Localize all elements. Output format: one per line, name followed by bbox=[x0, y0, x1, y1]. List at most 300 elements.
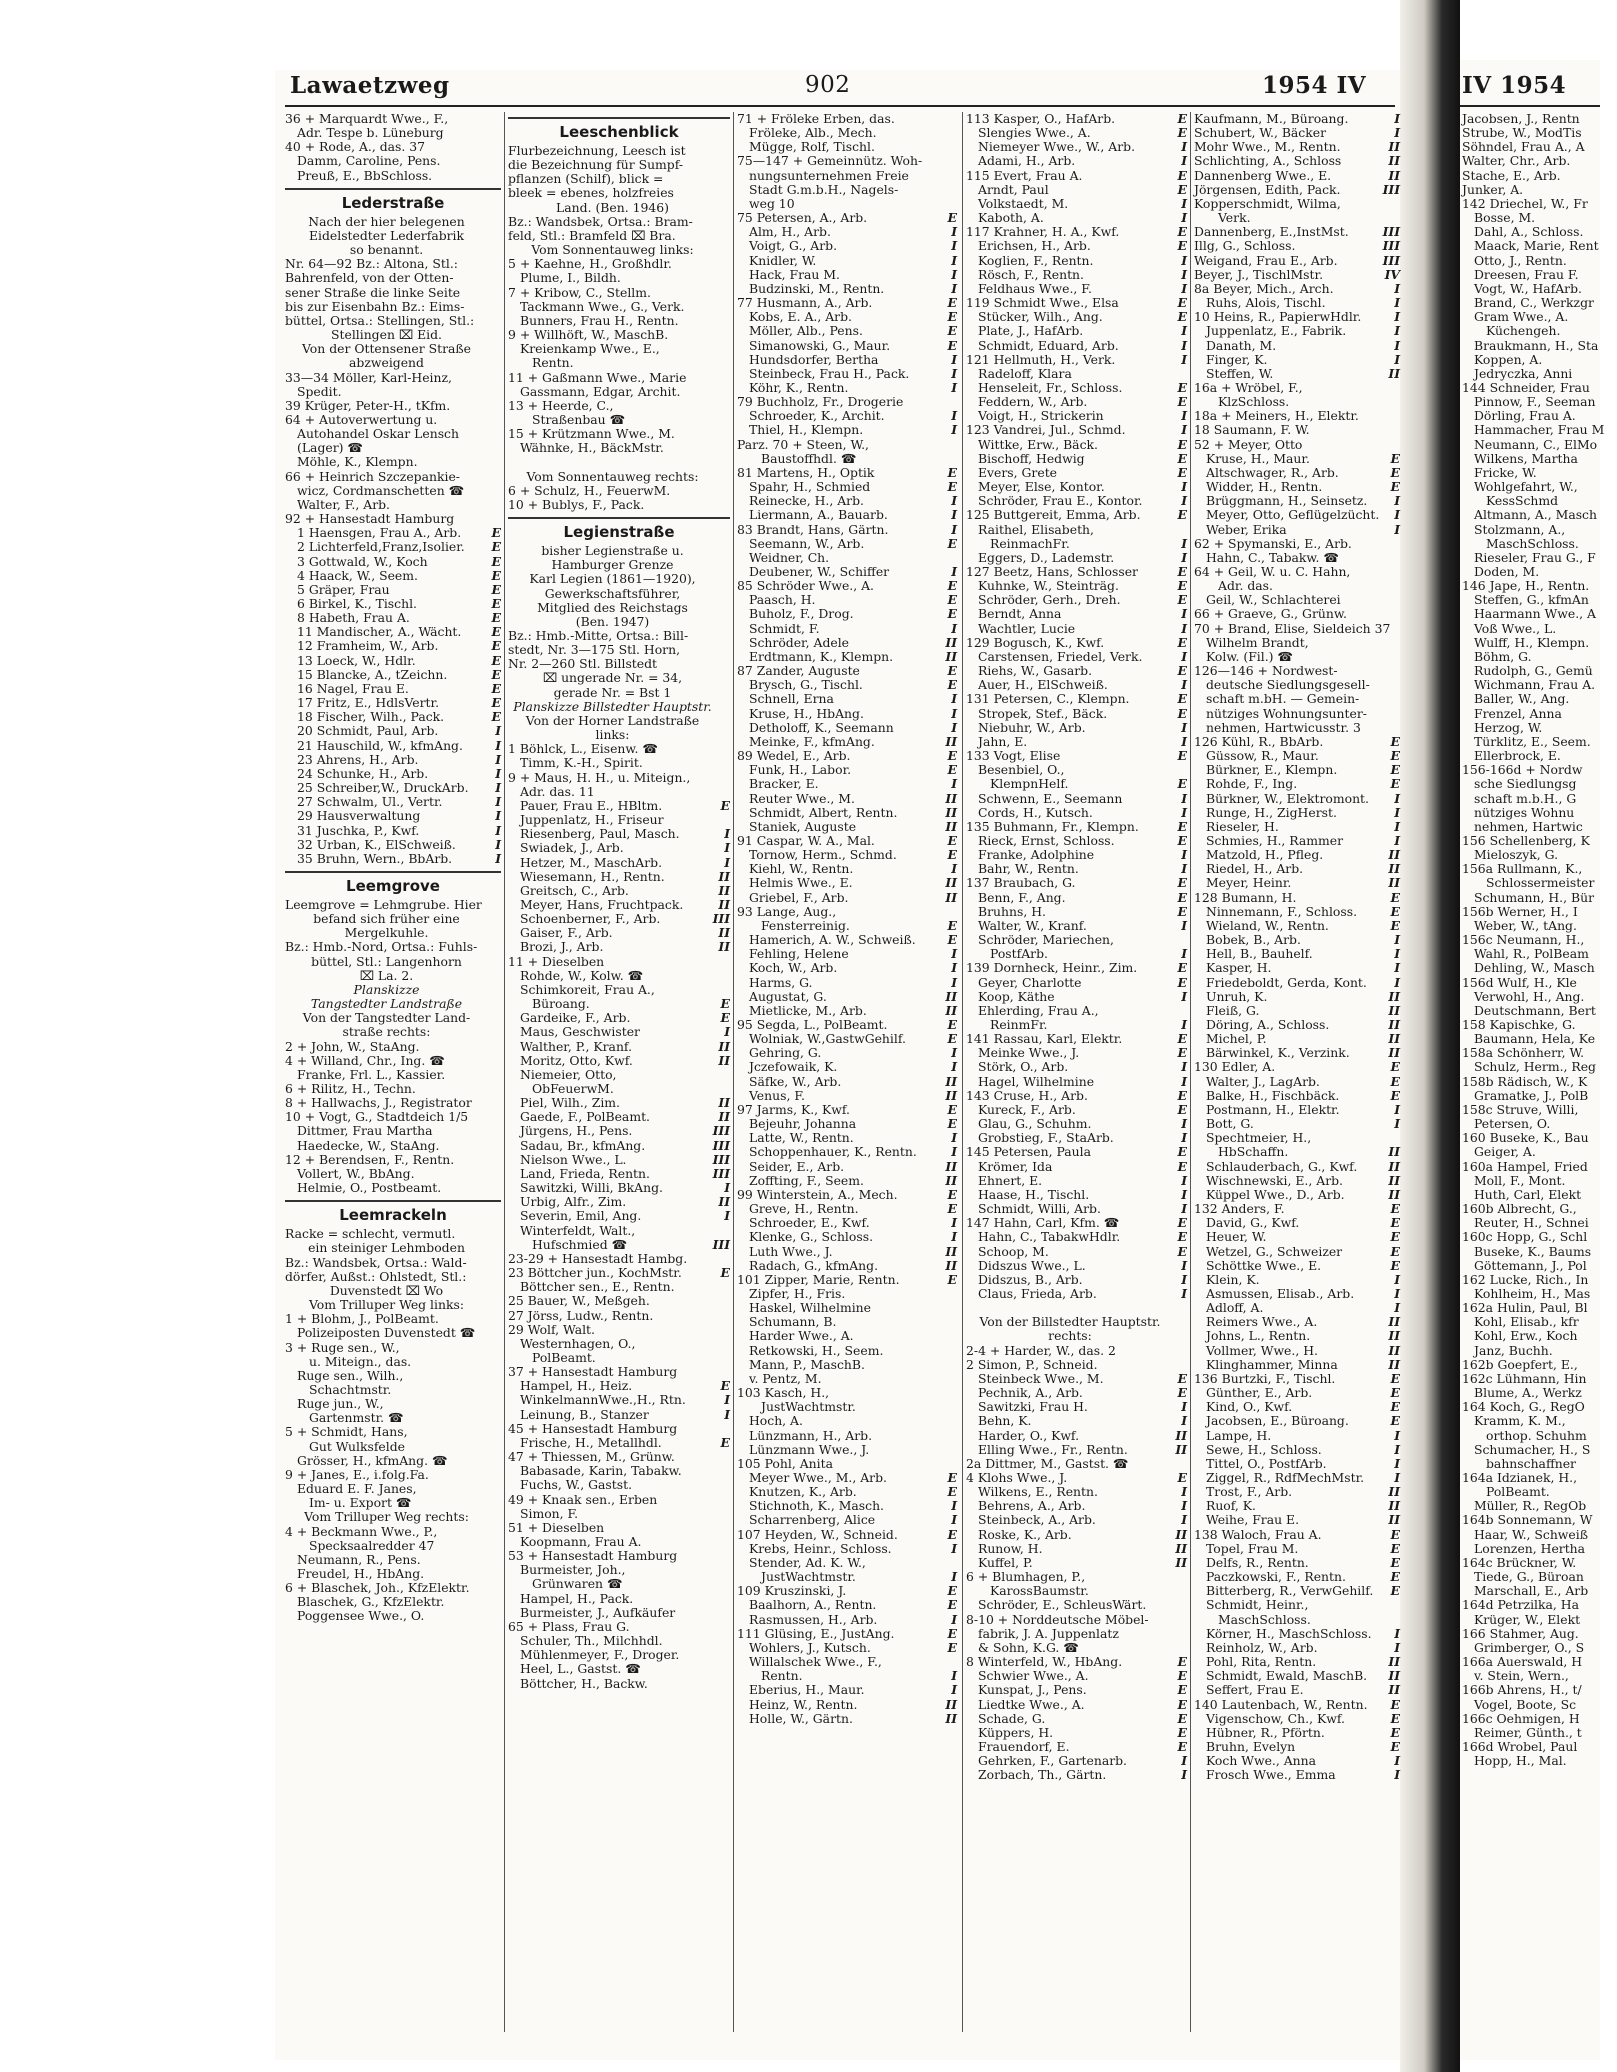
floor-marker bbox=[488, 215, 501, 229]
directory-entry bbox=[508, 657, 730, 671]
directory-entry bbox=[966, 381, 1187, 395]
directory-entry bbox=[966, 1499, 1187, 1513]
entry-text: 166 Stahmer, Aug. bbox=[1462, 1625, 1579, 1641]
floor-marker bbox=[717, 629, 730, 643]
floor-marker: III bbox=[1382, 224, 1400, 240]
floor-marker: III bbox=[712, 1137, 730, 1153]
entry-text: Brüggmann, H., Seinsetz. bbox=[1206, 493, 1368, 509]
entry-text: 113 Kasper, O., HafArb. bbox=[966, 111, 1116, 126]
floor-marker bbox=[717, 385, 730, 399]
floor-marker: II bbox=[1388, 1186, 1400, 1202]
entry-text: Nr. 64—92 Bz.: Altona, Stl.: bbox=[285, 256, 458, 272]
entry-text: bis zur Eisenbahn Bz.: Eims- bbox=[285, 298, 465, 314]
floor-marker bbox=[1589, 1018, 1602, 1032]
entry-text: Wieland, W., Rentn. bbox=[1206, 917, 1329, 933]
directory-entry bbox=[1462, 537, 1602, 551]
floor-marker bbox=[488, 1609, 501, 1623]
entry-text: Koglien, F., Rentn. bbox=[978, 252, 1094, 268]
entry-text: Staniek, Auguste bbox=[749, 818, 857, 834]
floor-marker: I bbox=[495, 850, 501, 866]
floor-marker: I bbox=[1181, 1484, 1187, 1500]
entry-text: HbSchaffn. bbox=[1218, 1144, 1289, 1160]
entry-text: Sawitzki, Frau H. bbox=[978, 1399, 1088, 1415]
directory-entry bbox=[966, 508, 1187, 522]
floor-marker bbox=[1595, 1032, 1608, 1046]
directory-entry bbox=[1462, 1584, 1602, 1598]
directory-entry bbox=[285, 1139, 501, 1153]
floor-marker bbox=[717, 601, 730, 615]
floor-marker bbox=[717, 742, 730, 756]
entry-text: Dannenberg, E.,InstMst. bbox=[1194, 224, 1349, 240]
directory-entry bbox=[1194, 140, 1400, 154]
floor-marker bbox=[1589, 367, 1602, 381]
floor-marker: E bbox=[1390, 1243, 1400, 1259]
directory-entry bbox=[737, 862, 957, 876]
entry-text: Radeloff, Klara bbox=[978, 365, 1072, 381]
floor-marker: I bbox=[951, 946, 957, 962]
entry-text: Autohandel Oskar Lensch bbox=[297, 426, 459, 442]
entry-text: Planskizze Billstedter Hauptstr. bbox=[513, 698, 712, 714]
floor-marker: E bbox=[1390, 1526, 1400, 1542]
directory-entry bbox=[966, 1414, 1187, 1428]
floor-marker bbox=[488, 154, 501, 168]
entry-text: 143 Cruse, H., Arb. bbox=[966, 1087, 1088, 1103]
entry-text: 32 Urban, K., ElSchweiß. bbox=[297, 836, 456, 852]
directory-entry bbox=[285, 1397, 501, 1411]
entry-text: Dreesen, Frau F. bbox=[1474, 266, 1579, 282]
floor-marker: I bbox=[1181, 1498, 1187, 1514]
directory-entry bbox=[508, 771, 730, 785]
entry-text: Hampel, H., Heiz. bbox=[520, 1378, 633, 1394]
directory-entry bbox=[1462, 707, 1602, 721]
entry-text: 12 Framheim, W., Arb. bbox=[297, 638, 439, 654]
directory-entry bbox=[737, 1160, 957, 1174]
directory-entry bbox=[1462, 1103, 1602, 1117]
directory-entry bbox=[737, 777, 957, 791]
entry-text: Ehnert, E. bbox=[978, 1172, 1043, 1188]
floor-marker: II bbox=[1388, 1682, 1400, 1698]
entry-text: Tornow, Herm., Schmd. bbox=[749, 847, 897, 863]
floor-marker: I bbox=[951, 280, 957, 296]
entry-text: Altmann, A., Masch bbox=[1474, 507, 1597, 523]
entry-text: gerade Nr. = Bst 1 bbox=[553, 684, 672, 700]
directory-entry bbox=[966, 1528, 1187, 1542]
floor-marker bbox=[944, 1287, 957, 1301]
floor-marker bbox=[1589, 1188, 1602, 1202]
directory-entry bbox=[508, 1648, 730, 1662]
entry-text: 132 Anders, F. bbox=[1194, 1201, 1285, 1217]
floor-marker bbox=[1174, 763, 1187, 777]
entry-text: Hoch, A. bbox=[749, 1413, 803, 1429]
floor-marker: E bbox=[1390, 1540, 1400, 1556]
floor-marker: II bbox=[1388, 1158, 1400, 1174]
entry-text: 147 Hahn, Carl, Kfm. ☎ bbox=[966, 1215, 1120, 1231]
floor-marker: E bbox=[1390, 1215, 1400, 1231]
floor-marker: I bbox=[1394, 804, 1400, 820]
entry-text: Göttemann, J., Pol bbox=[1474, 1257, 1587, 1273]
running-head-year: 1954 IV bbox=[1262, 72, 1367, 99]
directory-entry bbox=[737, 480, 957, 494]
floor-marker: II bbox=[1175, 1540, 1187, 1556]
floor-marker bbox=[1174, 1344, 1187, 1358]
floor-marker bbox=[488, 1341, 501, 1355]
entry-text: 2a Dittmer, M., Gastst. ☎ bbox=[966, 1455, 1129, 1471]
floor-marker: II bbox=[1175, 1427, 1187, 1443]
directory-entry bbox=[508, 1294, 730, 1308]
directory-entry bbox=[966, 1032, 1187, 1046]
floor-marker: II bbox=[945, 1073, 957, 1089]
floor-marker bbox=[944, 197, 957, 211]
directory-entry bbox=[737, 1429, 957, 1443]
directory-entry bbox=[285, 654, 501, 668]
directory-entry bbox=[1462, 1018, 1602, 1032]
entry-text: ReinmFr. bbox=[990, 1017, 1048, 1032]
directory-entry bbox=[285, 781, 501, 795]
entry-text: Reuter Wwe., M. bbox=[749, 790, 855, 806]
floor-marker: E bbox=[491, 624, 501, 640]
directory-entry bbox=[1462, 721, 1602, 735]
entry-text: Meyer, Hans, Fruchtpack. bbox=[520, 896, 684, 912]
directory-entry bbox=[1194, 324, 1400, 338]
directory-entry bbox=[1462, 1060, 1602, 1074]
entry-text: Meyer, Else, Kontor. bbox=[978, 479, 1105, 495]
floor-marker: I bbox=[1181, 1073, 1187, 1089]
floor-marker: II bbox=[1175, 1441, 1187, 1457]
directory-entry bbox=[737, 1174, 957, 1188]
directory-entry bbox=[1194, 947, 1400, 961]
page-number: 902 bbox=[805, 72, 851, 98]
floor-marker: E bbox=[1390, 1087, 1400, 1103]
directory-entry bbox=[508, 1280, 730, 1294]
entry-text: Wichmann, Frau A. bbox=[1474, 677, 1596, 693]
directory-entry bbox=[508, 172, 730, 186]
entry-text: Hopp, H., Mal. bbox=[1474, 1753, 1567, 1769]
street-heading: Leemrackeln bbox=[285, 1200, 501, 1224]
floor-marker: E bbox=[1390, 1710, 1400, 1726]
entry-text: 156 Schellenberg, K bbox=[1462, 832, 1590, 848]
floor-marker bbox=[1589, 593, 1602, 607]
floor-marker: E bbox=[1177, 960, 1187, 976]
entry-text: WinkelmannWwe.,H., Rtn. bbox=[520, 1392, 686, 1408]
entry-text: Hack, Frau M. bbox=[749, 266, 840, 282]
entry-text: 27 Schwalm, Ul., Vertr. bbox=[297, 794, 443, 810]
entry-text: Zoffting, F., Seem. bbox=[749, 1172, 864, 1188]
entry-text: Erdtmann, K., Klempn. bbox=[749, 648, 894, 664]
entry-text: Bz.: Wandsbek, Ortsa.: Bram- bbox=[508, 213, 693, 229]
entry-text: Koopmann, Frau A. bbox=[520, 1534, 642, 1549]
directory-entry bbox=[508, 1563, 730, 1577]
floor-marker bbox=[488, 385, 501, 399]
floor-marker bbox=[488, 271, 501, 285]
directory-entry bbox=[737, 1683, 957, 1697]
directory-entry bbox=[966, 339, 1187, 353]
floor-marker bbox=[488, 1312, 501, 1326]
directory-entry bbox=[285, 1355, 501, 1369]
entry-text: 31 Juschka, P., Kwf. bbox=[297, 822, 420, 838]
entry-text: Vom Trilluper Weg rechts: bbox=[304, 1509, 469, 1525]
entry-text: Bischoff, Hedwig bbox=[978, 450, 1085, 466]
entry-text: 146 Jape, H., Rentn. bbox=[1462, 578, 1590, 594]
floor-marker bbox=[488, 1256, 501, 1270]
floor-marker bbox=[1589, 1712, 1602, 1726]
floor-marker bbox=[944, 169, 957, 183]
directory-entry bbox=[1194, 466, 1400, 480]
floor-marker: E bbox=[1390, 903, 1400, 919]
directory-entry bbox=[737, 650, 957, 664]
entry-text: Vollmer, Wwe., H. bbox=[1206, 1342, 1318, 1358]
entry-text: Rentn. bbox=[761, 1668, 803, 1684]
directory-entry bbox=[1194, 976, 1400, 990]
floor-marker: E bbox=[947, 1271, 957, 1287]
directory-entry bbox=[1462, 254, 1602, 268]
floor-marker bbox=[717, 587, 730, 601]
directory-entry bbox=[737, 1060, 957, 1074]
directory-entry bbox=[1462, 636, 1602, 650]
entry-text: Ninnemann, F., Schloss. bbox=[1206, 903, 1358, 919]
entry-text: Sadau, Br., kfmAng. bbox=[520, 1137, 646, 1153]
floor-marker bbox=[488, 1595, 501, 1609]
floor-marker: E bbox=[947, 309, 957, 325]
entry-text: Schroeder, K., Archit. bbox=[749, 408, 885, 424]
entry-text: 20 Schmidt, Paul, Arb. bbox=[297, 723, 439, 739]
entry-text: Walter, Chr., Arb. bbox=[1462, 153, 1571, 169]
directory-entry bbox=[1194, 1485, 1400, 1499]
entry-text: 144 Schneider, Frau bbox=[1462, 379, 1590, 395]
directory-entry bbox=[508, 1124, 730, 1138]
floor-marker bbox=[944, 1443, 957, 1457]
floor-marker bbox=[1387, 1613, 1400, 1627]
entry-text: Schlossermeister bbox=[1486, 875, 1595, 891]
entry-text: 166a Auerswald, H bbox=[1462, 1654, 1583, 1670]
floor-marker: E bbox=[1390, 1583, 1400, 1599]
floor-marker bbox=[944, 1329, 957, 1343]
directory-entry bbox=[966, 1485, 1187, 1499]
directory-entry bbox=[966, 1768, 1187, 1782]
directory-entry bbox=[285, 625, 501, 639]
directory-entry bbox=[966, 1740, 1187, 1754]
entry-text: Von der Ottensener Straße bbox=[302, 341, 471, 357]
floor-marker bbox=[1589, 763, 1602, 777]
floor-marker bbox=[1387, 211, 1400, 225]
entry-text: nütziges Wohnungsunter- bbox=[1206, 705, 1367, 721]
entry-text: Balke, H., Fischbäck. bbox=[1206, 1087, 1340, 1103]
directory-entry bbox=[508, 186, 730, 200]
directory-entry bbox=[508, 1337, 730, 1351]
directory-entry bbox=[508, 572, 730, 586]
directory-entry bbox=[508, 1592, 730, 1606]
floor-marker bbox=[717, 969, 730, 983]
entry-text: 85 Schröder Wwe., A. bbox=[737, 578, 874, 594]
directory-entry bbox=[1194, 1386, 1400, 1400]
directory-entry bbox=[285, 668, 501, 682]
floor-marker: E bbox=[491, 525, 501, 541]
floor-marker: I bbox=[1181, 1271, 1187, 1287]
floor-marker: E bbox=[1177, 1668, 1187, 1684]
floor-marker bbox=[1595, 678, 1608, 692]
entry-text: Schmidt, Ewald, MaschB. bbox=[1206, 1668, 1368, 1684]
floor-marker: I bbox=[724, 854, 730, 870]
floor-marker: I bbox=[951, 1144, 957, 1160]
entry-text: 66 + Heinrich Szczepankie- bbox=[285, 468, 460, 484]
entry-text: 123 Vandrei, Jul., Schmd. bbox=[966, 422, 1126, 438]
floor-marker bbox=[1387, 692, 1400, 706]
directory-entry bbox=[1194, 310, 1400, 324]
directory-entry bbox=[285, 1595, 501, 1609]
floor-marker bbox=[1589, 169, 1602, 183]
entry-text: Baustoffhdl. ☎ bbox=[761, 450, 857, 466]
floor-marker bbox=[488, 898, 501, 912]
floor-marker bbox=[488, 983, 501, 997]
floor-marker bbox=[1589, 1145, 1602, 1159]
entry-text: Buseke, K., Baums bbox=[1474, 1243, 1592, 1259]
floor-marker bbox=[1589, 1740, 1602, 1754]
entry-text: Karl Legien (1861—1920), bbox=[529, 571, 696, 587]
floor-marker bbox=[488, 1539, 501, 1553]
floor-marker: I bbox=[1394, 1639, 1400, 1655]
directory-entry bbox=[737, 211, 957, 225]
floor-marker: I bbox=[1181, 1186, 1187, 1202]
entry-text: Riehs, W., Gasarb. bbox=[978, 663, 1093, 679]
directory-entry bbox=[508, 1068, 730, 1082]
floor-marker: I bbox=[1181, 861, 1187, 877]
floor-marker bbox=[1387, 565, 1400, 579]
entry-text: Neumann, C., ElMo bbox=[1474, 436, 1598, 452]
entry-text: Meyer, Otto, Geflügelzücht. bbox=[1206, 507, 1380, 523]
entry-text: Venus, F. bbox=[749, 1087, 805, 1103]
floor-marker: I bbox=[1394, 493, 1400, 509]
floor-marker bbox=[488, 1124, 501, 1138]
floor-marker bbox=[717, 771, 730, 785]
directory-entry bbox=[285, 724, 501, 738]
entry-text: Rohde, F., Ing. bbox=[1206, 776, 1298, 792]
directory-entry bbox=[1462, 1712, 1602, 1726]
entry-text: Kramm, K. M., bbox=[1474, 1413, 1566, 1429]
floor-marker bbox=[717, 356, 730, 370]
entry-text: 97 Jarms, K., Kwf. bbox=[737, 1101, 850, 1117]
entry-text: Hampel, H., Pack. bbox=[520, 1590, 634, 1606]
directory-entry bbox=[966, 1245, 1187, 1259]
directory-entry bbox=[1194, 678, 1400, 692]
directory-entry bbox=[1194, 1160, 1400, 1174]
directory-entry bbox=[508, 257, 730, 271]
entry-text: Liermann, A., Bauarb. bbox=[749, 507, 888, 523]
directory-entry bbox=[1194, 1230, 1400, 1244]
entry-text: Glau, G., Schuhm. bbox=[978, 1116, 1092, 1132]
floor-marker bbox=[717, 643, 730, 657]
directory-entry bbox=[1462, 1089, 1602, 1103]
entry-text: Kohl, Erw., Koch bbox=[1474, 1328, 1578, 1344]
directory-entry bbox=[508, 544, 730, 558]
floor-marker bbox=[1589, 905, 1602, 919]
directory-entry bbox=[737, 1145, 957, 1159]
directory-entry bbox=[737, 1344, 957, 1358]
directory-entry bbox=[1462, 1655, 1602, 1669]
floor-marker: E bbox=[1177, 238, 1187, 254]
floor-marker bbox=[1387, 721, 1400, 735]
entry-text: 83 Brandt, Hans, Gärtn. bbox=[737, 521, 889, 537]
directory-entry bbox=[1194, 1131, 1400, 1145]
directory-entry bbox=[508, 441, 730, 455]
floor-marker: II bbox=[945, 1087, 957, 1103]
entry-text: Dahl, A., Schloss. bbox=[1474, 224, 1584, 240]
directory-entry bbox=[1462, 1358, 1602, 1372]
floor-marker: E bbox=[1177, 1243, 1187, 1259]
floor-marker bbox=[717, 172, 730, 186]
entry-text: dörfer, Außst.: Ohlstedt, Stl.: bbox=[285, 1268, 467, 1284]
floor-marker: I bbox=[1181, 1017, 1187, 1032]
entry-text: Paasch, H. bbox=[749, 592, 816, 608]
directory-entry bbox=[737, 282, 957, 296]
floor-marker: I bbox=[1394, 818, 1400, 834]
entry-text: Bz.: Hmb.-Mitte, Ortsa.: Bill- bbox=[508, 628, 689, 643]
directory-entry bbox=[737, 1372, 957, 1386]
directory-entry bbox=[966, 707, 1187, 721]
directory-entry bbox=[508, 1507, 730, 1521]
entry-text: 162c Lühmann, Hin bbox=[1462, 1370, 1587, 1386]
directory-entry bbox=[1194, 1202, 1400, 1216]
floor-marker bbox=[488, 1454, 501, 1468]
entry-text: Pohl, Rita, Rentn. bbox=[1206, 1654, 1317, 1670]
entry-text: Bunners, Frau H., Rentn. bbox=[520, 312, 679, 328]
street-heading: Lederstraße bbox=[285, 188, 501, 212]
directory-entry bbox=[737, 1499, 957, 1513]
floor-marker: II bbox=[1388, 153, 1400, 169]
floor-marker: I bbox=[1394, 1753, 1400, 1769]
floor-marker bbox=[1589, 1584, 1602, 1598]
directory-entry bbox=[1194, 848, 1400, 862]
directory-entry bbox=[1194, 749, 1400, 763]
directory-entry bbox=[966, 1202, 1187, 1216]
directory-entry bbox=[737, 1089, 957, 1103]
floor-marker: II bbox=[945, 875, 957, 891]
floor-marker: E bbox=[947, 464, 957, 480]
directory-entry bbox=[966, 1188, 1187, 1202]
entry-text: Schoppenhauer, K., Rentn. bbox=[749, 1144, 917, 1160]
entry-text: Janz, Buchh. bbox=[1474, 1342, 1553, 1358]
entry-text: 29 Wolf, Walt. bbox=[508, 1321, 595, 1337]
directory-entry bbox=[737, 976, 957, 990]
entry-text: 18a + Meiners, H., Elektr. bbox=[1194, 408, 1359, 424]
directory-entry bbox=[1462, 1216, 1602, 1230]
entry-text: Land, Frieda, Rentn. bbox=[520, 1165, 650, 1181]
floor-marker: II bbox=[1388, 1342, 1400, 1358]
entry-text: 141 Rassau, Karl, Elektr. bbox=[966, 1031, 1123, 1047]
floor-marker bbox=[717, 1493, 730, 1507]
floor-marker: III bbox=[712, 1165, 730, 1181]
entry-text: 29 Hausverwaltung bbox=[297, 808, 421, 824]
floor-marker: I bbox=[1181, 1512, 1187, 1528]
entry-text: 5 + Schmidt, Hans, bbox=[285, 1424, 408, 1440]
directory-entry bbox=[285, 1609, 501, 1623]
entry-text: Kuffel, P. bbox=[978, 1554, 1033, 1570]
entry-text: 164a Idzianek, H., bbox=[1462, 1470, 1578, 1485]
floor-marker bbox=[1589, 140, 1602, 154]
directory-entry bbox=[1194, 1344, 1400, 1358]
entry-text: 8 + Hallwachs, J., Registrator bbox=[285, 1095, 472, 1111]
entry-text: Steinbeck Wwe., M. bbox=[978, 1370, 1104, 1386]
entry-text: Moll, F., Mont. bbox=[1474, 1172, 1566, 1188]
directory-entry bbox=[966, 1598, 1187, 1612]
floor-marker bbox=[1594, 891, 1607, 905]
directory-entry bbox=[508, 1054, 730, 1068]
entry-text: Johns, L., Rentn. bbox=[1206, 1328, 1311, 1344]
entry-text: Voigt, G., Arb. bbox=[749, 238, 838, 254]
entry-text: Stropek, Stef., Bäck. bbox=[978, 705, 1108, 721]
entry-text: 2 + John, W., StaAng. bbox=[285, 1038, 420, 1054]
entry-text: 133 Vogt, Elise bbox=[966, 748, 1061, 764]
entry-text: Retkowski, H., Seem. bbox=[749, 1342, 884, 1358]
floor-marker bbox=[944, 154, 957, 168]
